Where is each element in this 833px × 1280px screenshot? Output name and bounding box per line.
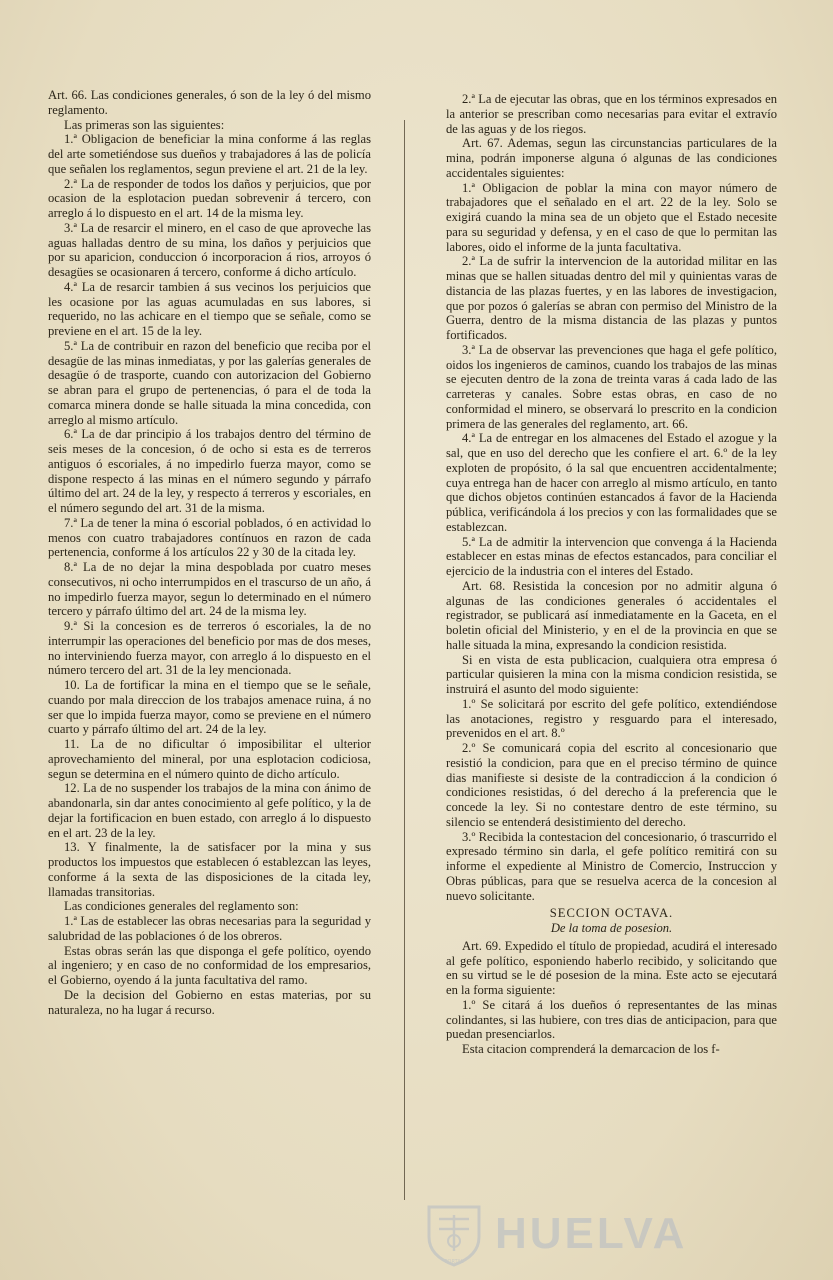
paragraph: 2.ª La de sufrir la intervencion de la autoridad militar en las minas que se hallen situadas dentro del mil y quinientas varas de distancia de las plazas fuertes, y en las labores de investigacion, que por pozos ó galerías se abran con permiso del Ministro de la Guerra, dentro de la misma distancia de las plazas y puntos fortificados. [446,254,777,342]
paragraph: Las condiciones generales del reglamento son: [64,899,299,914]
right-column [446,92,777,1057]
paragraph: 12. La de no suspender los trabajos de la mina con ánimo de abandonarla, sin dar antes conocimiento al gefe político, y la de dejar la fortificacion en buen estado, con arreglo á lo dispuesto en el art. 23 de la ley. [48,781,371,840]
art-69: Art. 69. Expedido el título de propiedad, acudirá el interesado al gefe político, esponiendo haberlo recibido, y solicitando que en su virtud se le dé posesion de la mina. Este acto se ejecutará en la forma siguiente: [446,938,777,997]
paragraph: 8.ª La de no dejar la mina despoblada por cuatro meses consecutivos, ni ocho interrumpidos en el trascurso de un año, á no impedirlo fuerza mayor, segun lo determinado en el número tercero y párrafo último del art. 24 de la misma ley. [48,560,371,619]
watermark-small-text: PORTAL [444,1259,464,1265]
art-67: Art. 67. Ademas, segun las circunstancias particulares de la mina, podrán imponerse alguna ó algunas de las condiciones accidentales siguientes: [446,136,777,180]
column-divider [404,120,405,1200]
paragraph: 11. La de no dificultar ó imposibilitar el ulterior aprovechamiento del mineral, por una esplotacion codiciosa, segun se determina en el número quinto de dicho artículo. [48,737,371,781]
paragraph: 1.ª Obligacion de poblar la mina con mayor número de trabajadores que el señalado en el art. 22 de la ley. Solo se exigirá cuando la mina sea de un objeto que el Estado necesite para su seguridad y defensa, y en el caso de que lo permitan las labores, oido el informe de la junta facultativa. [446,180,777,254]
paragraph: 1.º Se citará á los dueños ó representantes de las minas colindantes, si las hubiere, con tres dias de anticipacion, para que puedan presenciarlos. [446,997,777,1042]
paragraph: 4.ª La de entregar en los almacenes del Estado el azogue y la sal, que en uso del derecho que les confiere el art. 6.º de la ley exploten de propósito, ó la sal que encuentren accidentalmente; cuya entrega han de hacer con arreglo al mismo artículo, en tanto que dichos objetos continúen estancados á favor de la Hacienda pública, verificándola á los precios y con las formalidades que se establezcan. [446,431,777,534]
paragraph: 1.ª Las de establecer las obras necesarias para la seguridad y salubridad de las poblaciones ó de los obreros. [48,914,371,943]
paragraph: 2.º Se comunicará copia del escrito al concesionario que resistió la condicion, para que en el preciso término de quince dias manifieste si desiste de la contradiccion á la condicion ó condiciones resistidas, ó del derecho á la preferencia que le concede la ley. Si no contestare dentro de este término, su silencio se entenderá desistimiento del derecho. [446,741,777,829]
paragraph: 1.ª Obligacion de beneficiar la mina conforme á las reglas del arte sometiéndose sus dueños y trabajadores á las de policía que señalen los reglamentos, segun previene el art. 21 de la ley. [48,132,371,176]
art-66-intro: Art. 66. Las condiciones generales, ó son de la ley ó del mismo reglamento. [48,88,371,117]
paragraph: 5.ª La de admitir la intervencion que convenga á la Hacienda establecer en estas minas de efectos estancados, para conciliar el ejercicio de la industria con el interes del Estado. [446,534,777,578]
paragraph: 4.ª La de resarcir tambien á sus vecinos los perjuicios que les ocasione por las aguas acumuladas en sus labores, si requerido, no las achicare en el tiempo que se señale, como se previene en el art. 15 de la ley. [48,279,371,338]
watermark [425,1203,745,1267]
paragraph: 6.ª La de dar principio á los trabajos dentro del término de seis meses de la concesion, ó de ocho si esta es de terreros antiguos ó escoriales, á no impedirlo fuerza mayor, como se dispone respecto á las minas en el número segundo y párrafo último del art. 24 de la ley, y respecto á terreros y escoriales, en el número segundo del art. 31 de la misma. [48,427,371,515]
paragraph: Las primeras son las siguientes: [64,117,225,132]
shield-emblem-icon [425,1203,483,1267]
section-subtitle: De la toma de posesion. [550,921,673,935]
left-column [48,88,371,1017]
paragraph: 5.ª La de contribuir en razon del beneficio que reciba por el desagüe de las minas inmediatas, y por las galerías generales de desagüe ó de trasporte, cuando con autorizacion del Gobierno se abran para el grupo de pertenencias, ó para el de toda la comarca minera donde se halle situada la mina concedida, con arreglo al mismo artículo. [48,338,371,427]
paragraph: Si en vista de esta publicacion, cualquiera otra empresa ó particular quisieren la mina con la misma condicion resistida, se instruirá el asunto del modo siguiente: [446,652,777,696]
paragraph: 1.º Se solicitará por escrito del gefe político, extendiéndose las anotaciones, registro y resguardo para el interesado, prevenidos en el art. 8.º [446,696,777,741]
paragraph: De la decision del Gobierno en estas materias, por su naturaleza, no ha lugar á recurso. [48,987,371,1017]
paragraph: 13. Y finalmente, la de satisfacer por la mina y sus productos los impuestos que establecen ó establezcan las leyes, conforme á la sexta de las disposiciones de la citada ley, llamadas transitorias. [48,840,371,899]
paragraph: 3.º Recibida la contestacion del concesionario, ó trascurrido el expresado término sin darla, el gefe político remitirá con su informe el expediente al Ministro de Comercio, Instruccion y Obras públicas, para que se resuelva acerca de la concesion al nuevo solicitante. [446,829,777,903]
art-68: Art. 68. Resistida la concesion por no admitir alguna ó algunas de las condiciones generales ó accidentales el registrador, se publicará así inmediatamente en la Gaceta, en el boletin oficial del Ministerio, y en el de la provincia en que se halle situada la mina, expresando la condicion resistida. [446,578,777,652]
watermark-text: HUELVA [495,1209,688,1258]
paragraph: 3.ª La de observar las prevenciones que haga el gefe político, oidos los ingenieros de caminos, cuando los trabajos de las minas se ejecuten dentro de la zona de treinta varas á cada lado de las carreteras y canales. Sobre estas obras, en caso de no conformidad el minero, se observará lo prescrito en la condicion primera de las generales del reglamento, art. 66. [446,342,777,431]
paragraph: 2.ª La de ejecutar las obras, que en los términos expresados en la anterior se prescriban como necesarias para evitar el extravío de las aguas y de los riegos. [446,92,777,136]
paragraph: 7.ª La de tener la mina ó escorial poblados, ó en actividad lo menos con cuatro trabajadores contínuos en razon de cada pertenencia, conforme á los artículos 22 y 30 de la citada ley. [48,515,371,560]
paragraph: 2.ª La de responder de todos los daños y perjuicios, que por ocasion de la esplotacion puedan sobrevenir á tercero, con arreglo á lo dispuesto en el art. 14 de la misma ley. [48,176,371,220]
section-title: SECCION OCTAVA. [549,906,674,921]
paragraph: Estas obras serán las que disponga el gefe político, oyendo al ingeniero; y en caso de no conformidad de los empresarios, el Gobierno, oyendo á la junta facultativa del ramo. [48,943,371,987]
paragraph: 3.ª La de resarcir el minero, en el caso de que aproveche las aguas halladas dentro de su mina, los daños y perjuicios que por su aparicion, conduccion ó incorporacion á rios, arroyos ó desagües se ocasionaren á tercero, conforme á dicho artículo. [48,220,371,279]
paragraph: 9.ª Si la concesion es de terreros ó escoriales, la de no interrumpir las operaciones del beneficio por mas de dos meses, no interviniendo fuerza mayor, con arreglo á lo dispuesto en el número tercero del art. 31 de la ley mencionada. [48,619,371,678]
paragraph: Esta citacion comprenderá la demarcacion de los f- [462,1042,720,1056]
paragraph: 10. La de fortificar la mina en el tiempo que se le señale, cuando por mala direccion de los trabajos amenace ruina, á no ser que lo impida fuerza mayor, como se previene en el número cuarto y párrafo último del art. 24 de la ley. [48,678,371,737]
